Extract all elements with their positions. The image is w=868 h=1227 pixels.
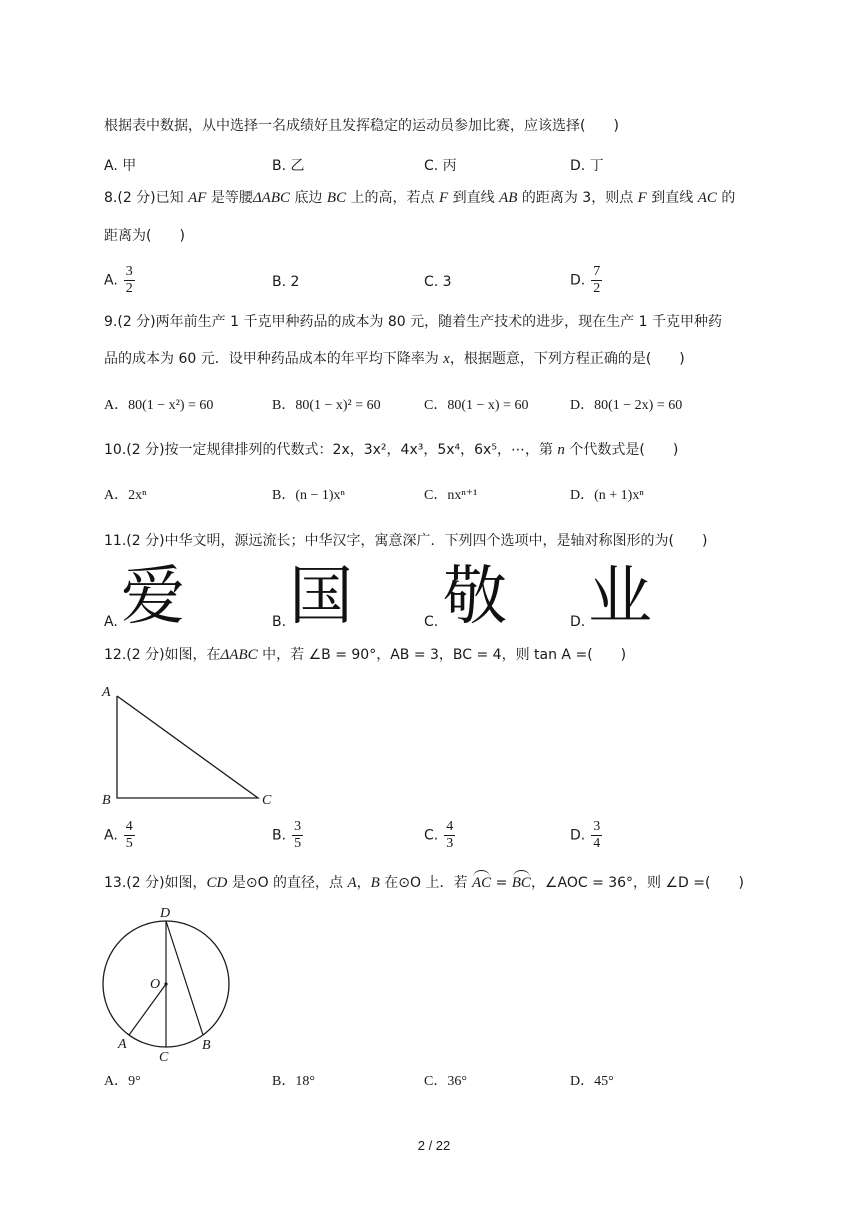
q8-var-ac: AC: [697, 190, 717, 206]
q13-radius-oa: [129, 984, 166, 1035]
q8-var-bc: BC: [326, 190, 347, 206]
q10-option-b: B．(n − 1)xⁿ: [272, 488, 345, 503]
q8-var-f1: F: [439, 190, 449, 206]
q9-option-a: A．80(1 − x²) = 60: [104, 398, 214, 413]
q8-text-f: 的距离为 3，则点: [517, 190, 638, 206]
q8-text-a: 8.(2 分)已知: [104, 190, 189, 206]
q12-option-d: [570, 819, 602, 852]
q9-var-x: x: [443, 351, 450, 367]
q9-text-b: ，根据题意，下列方程正确的是: [449, 351, 646, 367]
fraction-denominator: 2: [593, 281, 601, 296]
q13-text-b: 是⊙O 的直径，点: [227, 875, 348, 891]
q13-label-c: C: [159, 1050, 169, 1062]
q12-option-b: [272, 819, 303, 852]
q12-option-d-fraction: [591, 819, 602, 852]
fraction-numerator: 3: [593, 819, 601, 834]
q12-triangle-figure: [98, 680, 298, 810]
q8-text-g: 到直线: [646, 190, 698, 206]
q11-char-ye: 业: [588, 560, 652, 634]
q13-text-d: 在⊙O 上．若: [379, 875, 472, 891]
fraction-numerator: 4: [125, 819, 133, 834]
q13-label-d: D: [160, 906, 171, 921]
q9-option-d: D．80(1 − 2x) = 60: [570, 398, 683, 413]
q10-text-b: 个代数式是: [564, 442, 640, 458]
q7-stem: [104, 116, 619, 136]
q9-option-b: B．80(1 − x)² = 60: [272, 398, 381, 413]
q10-option-a: A．2xⁿ: [104, 488, 147, 503]
q8-var-af: AF: [188, 190, 207, 206]
fraction-denominator: 3: [446, 836, 454, 851]
q7-stem-text: 根据表中数据，从中选择一名成绩好且发挥稳定的运动员参加比赛，应该选择: [104, 118, 580, 134]
page-number: 2 / 22: [417, 1138, 451, 1153]
q13-text-f: ，∠AOC = 36°，则 ∠D =: [530, 875, 706, 891]
q8-text-h: 的: [716, 190, 736, 206]
q9-text-a: 品的成本为 60 元．设甲种药品成本的年平均下降率为: [104, 351, 444, 367]
q8-bracket: ( ): [146, 228, 185, 244]
q13-label-b: B: [202, 1038, 211, 1053]
q13-var-a: A: [347, 875, 357, 891]
q13-arc-ac: AC: [471, 875, 492, 891]
q11-bracket: ( ): [668, 533, 708, 549]
q10-bracket: ( ): [639, 442, 679, 458]
q12-option-b-label: B.: [272, 827, 287, 844]
q8-option-a-label: A.: [104, 272, 118, 289]
q8-stem-line1: [104, 188, 735, 208]
q13-label-a: A: [118, 1037, 127, 1052]
q11-option-b-label: B.: [272, 614, 287, 630]
q13-option-d: D．45°: [570, 1074, 614, 1089]
q11-char-jing: 敬: [443, 560, 507, 634]
q10-stem: [104, 440, 678, 460]
q8-text-e: 到直线: [448, 190, 500, 206]
q8-stem-line2: [104, 226, 185, 246]
q13-var-b: B: [370, 875, 380, 891]
q12-bracket: ( ): [587, 647, 627, 663]
q8-line2-text: 距离为: [104, 228, 146, 244]
q13-text-e: =: [491, 875, 512, 891]
fraction-denominator: 5: [125, 836, 133, 851]
q8-option-a-fraction: [124, 264, 135, 297]
q8-option-d: [570, 264, 602, 297]
q12-option-d-label: D.: [570, 827, 586, 844]
q7-option-b: B. 乙: [272, 158, 305, 174]
fraction-numerator: 7: [593, 264, 601, 279]
q11-stem-text: 11.(2 分)中华文明，源远流长；中华汉字，寓意深广．下列四个选项中，是轴对称图形的为: [104, 533, 669, 549]
q8-option-d-label: D.: [570, 272, 586, 289]
q12-option-c-fraction: [444, 819, 455, 852]
fraction-numerator: 3: [125, 264, 133, 279]
fraction-denominator: 5: [294, 836, 302, 851]
q12-option-c-label: C.: [424, 827, 439, 844]
q13-circle-figure: [98, 902, 248, 1062]
q10-option-c: C．nxⁿ⁺¹: [424, 488, 478, 503]
q9-option-c: C．80(1 − x) = 60: [424, 398, 529, 413]
q11-option-c-label: C.: [424, 614, 439, 630]
q12-label-c: C: [262, 793, 272, 808]
q9-bracket: ( ): [645, 351, 685, 367]
q9-stem-line2: [104, 349, 685, 369]
q13-var-cd: CD: [206, 875, 228, 891]
q8-option-c: C. 3: [424, 274, 452, 290]
q13-arc-bc: BC: [511, 875, 531, 891]
q12-triangle-lines: [117, 696, 258, 798]
q13-label-o: O: [150, 977, 161, 992]
q8-option-b: B. 2: [272, 274, 300, 290]
q12-stem: [104, 645, 626, 665]
q13-center-dot: [164, 982, 167, 985]
q11-char-guo: 国: [289, 560, 353, 634]
q11-option-d-label: D.: [570, 614, 586, 630]
q7-option-c: C. 丙: [424, 158, 457, 174]
q13-chord-db: [166, 921, 203, 1035]
q13-text-a: 13.(2 分)如图，: [104, 875, 207, 891]
q13-option-c: C．36°: [424, 1074, 467, 1089]
q7-bracket: ( ): [580, 118, 619, 134]
q12-text-a: 12.(2 分)如图，在: [104, 647, 221, 663]
q12-option-a-label: A.: [104, 827, 118, 844]
q7-option-a: A. 甲: [104, 158, 137, 174]
q7-option-d: D. 丁: [570, 158, 604, 174]
q11-option-a-label: A.: [104, 614, 118, 630]
q8-text-c: 底边: [290, 190, 327, 206]
fraction-numerator: 3: [294, 819, 302, 834]
q8-var-triangle: ΔABC: [252, 190, 291, 206]
q11-stem: [104, 531, 707, 551]
q10-text-a: 10.(2 分)按一定规律排列的代数式：2x，3x²，4x³，5x⁴，6x⁵，⋯，第: [104, 442, 558, 458]
q10-var-n: n: [557, 442, 565, 458]
q12-label-b: B: [102, 793, 111, 808]
q12-option-a: [104, 819, 135, 852]
fraction-denominator: 4: [593, 836, 601, 851]
q12-label-a: A: [102, 685, 111, 700]
fraction-numerator: 4: [446, 819, 454, 834]
q8-var-f2: F: [637, 190, 647, 206]
q13-bracket: ( ): [705, 875, 744, 891]
q8-text-d: 上的高，若点: [346, 190, 439, 206]
q9-stem-line1: 9.(2 分)两年前生产 1 千克甲种药品的成本为 80 元，随着生产技术的进步，现在生产 1 千克甲种药: [104, 314, 722, 330]
q8-option-a: [104, 264, 135, 297]
q11-char-ai: 爱: [121, 560, 185, 634]
q13-stem: [104, 873, 744, 893]
q12-text-b: 中，若 ∠B = 90°，AB = 3，BC = 4，则 tan A =: [257, 647, 588, 663]
q12-option-b-fraction: [292, 819, 303, 852]
q8-var-ab: AB: [499, 190, 518, 206]
q13-option-b: B．18°: [272, 1074, 315, 1089]
q13-option-a: A．9°: [104, 1074, 141, 1089]
q12-var-triangle: ΔABC: [220, 647, 258, 663]
q10-option-d: D．(n + 1)xⁿ: [570, 488, 644, 503]
q13-text-c: ，: [356, 875, 371, 891]
q12-option-a-fraction: [124, 819, 135, 852]
fraction-denominator: 2: [125, 281, 133, 296]
q12-option-c: [424, 819, 455, 852]
q8-option-d-fraction: [591, 264, 602, 297]
q8-text-b: 是等腰: [206, 190, 253, 206]
